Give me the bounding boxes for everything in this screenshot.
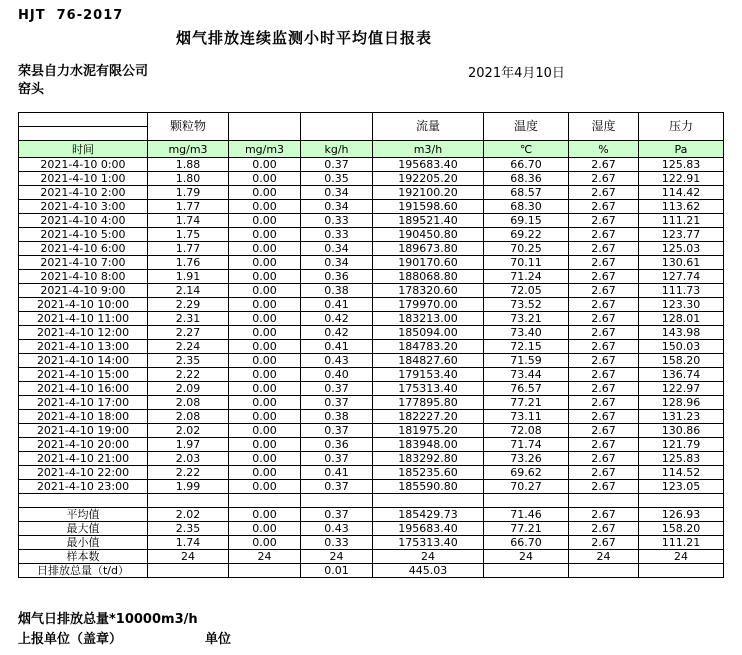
time-cell: 2021-4-10 15:00: [19, 368, 148, 382]
time-header-spacer-bottom: [19, 127, 148, 141]
value-cell: 0.37: [301, 382, 373, 396]
value-cell: 0.00: [229, 298, 301, 312]
value-cell: 113.62: [639, 200, 724, 214]
summary-row: [19, 535, 724, 549]
value-cell: 2.22: [148, 368, 229, 382]
value-cell: 24: [148, 549, 229, 563]
value-cell: 2.27: [148, 326, 229, 340]
value-cell: 0.00: [229, 507, 301, 521]
value-cell: 185094.00: [373, 326, 484, 340]
value-cell: 70.11: [484, 256, 569, 270]
value-cell: 0.00: [229, 200, 301, 214]
table-row: [19, 340, 724, 354]
value-cell: 0.01: [301, 563, 373, 577]
value-cell: 0.38: [301, 284, 373, 298]
value-cell: 0.37: [301, 396, 373, 410]
value-cell: 190170.60: [373, 256, 484, 270]
table-row: [19, 298, 724, 312]
value-cell: 192100.20: [373, 186, 484, 200]
time-cell: 2021-4-10 21:00: [19, 452, 148, 466]
value-cell: 114.42: [639, 186, 724, 200]
value-cell: 1.99: [148, 480, 229, 494]
units-temp-c: ℃: [484, 141, 569, 158]
value-cell: 183292.80: [373, 452, 484, 466]
time-cell: 2021-4-10 2:00: [19, 186, 148, 200]
value-cell: [484, 494, 569, 508]
value-cell: 2.35: [148, 521, 229, 535]
value-cell: 192205.20: [373, 172, 484, 186]
value-cell: 1.88: [148, 158, 229, 172]
value-cell: [639, 494, 724, 508]
value-cell: 0.00: [229, 256, 301, 270]
value-cell: 0.00: [229, 312, 301, 326]
value-cell: 122.97: [639, 382, 724, 396]
table-row: [19, 186, 724, 200]
value-cell: 1.74: [148, 214, 229, 228]
summary-label: 平均值: [19, 507, 148, 521]
units-pm2-mgm3: mg/m3: [229, 141, 301, 158]
time-header-spacer-top: [19, 113, 148, 127]
value-cell: 73.11: [484, 410, 569, 424]
table-row: [19, 424, 724, 438]
time-cell: 2021-4-10 20:00: [19, 438, 148, 452]
value-cell: 0.00: [229, 480, 301, 494]
value-cell: 2.02: [148, 507, 229, 521]
value-cell: 114.52: [639, 466, 724, 480]
value-cell: 445.03: [373, 563, 484, 577]
value-cell: 0.34: [301, 242, 373, 256]
value-cell: 77.21: [484, 521, 569, 535]
value-cell: 2.67: [569, 214, 639, 228]
value-cell: 2.67: [569, 158, 639, 172]
time-cell: 2021-4-10 7:00: [19, 256, 148, 270]
value-cell: 189673.80: [373, 242, 484, 256]
value-cell: 1.74: [148, 535, 229, 549]
summary-label: 最小值: [19, 535, 148, 549]
value-cell: 0.35: [301, 172, 373, 186]
value-cell: 0.00: [229, 410, 301, 424]
value-cell: 0.36: [301, 438, 373, 452]
value-cell: 0.38: [301, 410, 373, 424]
time-cell: 2021-4-10 0:00: [19, 158, 148, 172]
value-cell: 71.46: [484, 507, 569, 521]
table-row: [19, 480, 724, 494]
table-row: [19, 270, 724, 284]
value-cell: 24: [229, 549, 301, 563]
table-row: [19, 326, 724, 340]
value-cell: 189521.40: [373, 214, 484, 228]
time-cell: 2021-4-10 6:00: [19, 242, 148, 256]
value-cell: 122.91: [639, 172, 724, 186]
value-cell: 0.00: [229, 158, 301, 172]
value-cell: 73.26: [484, 452, 569, 466]
unit-label: 单位: [205, 632, 232, 647]
value-cell: 0.37: [301, 507, 373, 521]
value-cell: 0.37: [301, 424, 373, 438]
value-cell: 0.00: [229, 354, 301, 368]
value-cell: 24: [484, 549, 569, 563]
value-cell: 123.05: [639, 480, 724, 494]
value-cell: 2.67: [569, 298, 639, 312]
time-cell: 2021-4-10 10:00: [19, 298, 148, 312]
value-cell: 0.37: [301, 480, 373, 494]
value-cell: 0.00: [229, 424, 301, 438]
table-data-body: [19, 158, 724, 578]
summary-label: 样本数: [19, 549, 148, 563]
value-cell: 185235.60: [373, 466, 484, 480]
value-cell: 185590.80: [373, 480, 484, 494]
value-cell: 2.14: [148, 284, 229, 298]
value-cell: 130.61: [639, 256, 724, 270]
units-time: 时间: [19, 141, 148, 158]
col-header-blank-1: [229, 113, 301, 141]
units-row: [19, 141, 724, 158]
value-cell: 2.35: [148, 354, 229, 368]
value-cell: 1.76: [148, 256, 229, 270]
value-cell: 2.67: [569, 312, 639, 326]
value-cell: 0.34: [301, 256, 373, 270]
time-cell: 2021-4-10 17:00: [19, 396, 148, 410]
value-cell: 2.24: [148, 340, 229, 354]
value-cell: 0.00: [229, 172, 301, 186]
table-row: [19, 452, 724, 466]
value-cell: 2.67: [569, 535, 639, 549]
value-cell: 1.97: [148, 438, 229, 452]
value-cell: 2.67: [569, 354, 639, 368]
value-cell: [569, 494, 639, 508]
value-cell: 66.70: [484, 535, 569, 549]
spacer-row: [19, 494, 724, 508]
value-cell: 2.67: [569, 326, 639, 340]
summary-label: 最大值: [19, 521, 148, 535]
footer-note: 烟气日排放总量*10000m3/h: [18, 612, 198, 627]
value-cell: 73.52: [484, 298, 569, 312]
table-row: [19, 158, 724, 172]
value-cell: 179970.00: [373, 298, 484, 312]
value-cell: 0.33: [301, 535, 373, 549]
value-cell: 2.67: [569, 382, 639, 396]
value-cell: [484, 563, 569, 577]
value-cell: [148, 563, 229, 577]
value-cell: 2.29: [148, 298, 229, 312]
value-cell: 177895.80: [373, 396, 484, 410]
value-cell: 71.24: [484, 270, 569, 284]
value-cell: 2.67: [569, 410, 639, 424]
value-cell: 2.67: [569, 466, 639, 480]
value-cell: 0.00: [229, 326, 301, 340]
value-cell: 68.36: [484, 172, 569, 186]
value-cell: 76.57: [484, 382, 569, 396]
value-cell: [301, 494, 373, 508]
value-cell: 69.22: [484, 228, 569, 242]
value-cell: 2.67: [569, 270, 639, 284]
value-cell: 2.67: [569, 228, 639, 242]
value-cell: 123.77: [639, 228, 724, 242]
table-row: [19, 354, 724, 368]
value-cell: 68.30: [484, 200, 569, 214]
value-cell: 66.70: [484, 158, 569, 172]
value-cell: 2.08: [148, 410, 229, 424]
value-cell: 0.00: [229, 340, 301, 354]
time-cell: 2021-4-10 4:00: [19, 214, 148, 228]
value-cell: 71.74: [484, 438, 569, 452]
value-cell: 111.73: [639, 284, 724, 298]
time-cell: 2021-4-10 3:00: [19, 200, 148, 214]
value-cell: 2.22: [148, 466, 229, 480]
time-cell: 2021-4-10 12:00: [19, 326, 148, 340]
value-cell: 2.67: [569, 424, 639, 438]
value-cell: 190450.80: [373, 228, 484, 242]
value-cell: 2.67: [569, 186, 639, 200]
value-cell: 2.67: [569, 396, 639, 410]
value-cell: [229, 563, 301, 577]
time-cell: 2021-4-10 18:00: [19, 410, 148, 424]
table-row: [19, 396, 724, 410]
value-cell: 24: [639, 549, 724, 563]
value-cell: 77.21: [484, 396, 569, 410]
value-cell: 0.37: [301, 452, 373, 466]
value-cell: 2.03: [148, 452, 229, 466]
value-cell: 184783.20: [373, 340, 484, 354]
value-cell: [229, 494, 301, 508]
value-cell: 72.15: [484, 340, 569, 354]
time-cell: 2021-4-10 23:00: [19, 480, 148, 494]
value-cell: 191598.60: [373, 200, 484, 214]
value-cell: 158.20: [639, 354, 724, 368]
units-pm-kgh: kg/h: [301, 141, 373, 158]
value-cell: 68.57: [484, 186, 569, 200]
value-cell: 2.31: [148, 312, 229, 326]
value-cell: 72.05: [484, 284, 569, 298]
value-cell: 2.67: [569, 172, 639, 186]
value-cell: 150.03: [639, 340, 724, 354]
value-cell: 136.74: [639, 368, 724, 382]
value-cell: 0.00: [229, 466, 301, 480]
summary-row: [19, 549, 724, 563]
report-date: 2021年4月10日: [468, 66, 565, 81]
value-cell: 184827.60: [373, 354, 484, 368]
value-cell: 0.00: [229, 382, 301, 396]
time-cell: 2021-4-10 19:00: [19, 424, 148, 438]
table-row: [19, 438, 724, 452]
value-cell: 0.33: [301, 228, 373, 242]
units-pm-mgm3: mg/m3: [148, 141, 229, 158]
value-cell: 0.00: [229, 368, 301, 382]
value-cell: 111.21: [639, 535, 724, 549]
value-cell: 0.42: [301, 326, 373, 340]
standard-code: HJT 76-2017: [18, 8, 124, 23]
value-cell: 0.00: [229, 396, 301, 410]
time-cell: 2021-4-10 14:00: [19, 354, 148, 368]
value-cell: 0.00: [229, 521, 301, 535]
value-cell: 125.03: [639, 242, 724, 256]
value-cell: 2.08: [148, 396, 229, 410]
value-cell: 183948.00: [373, 438, 484, 452]
value-cell: 2.67: [569, 340, 639, 354]
table-row: [19, 256, 724, 270]
value-cell: 0.37: [301, 158, 373, 172]
value-cell: 0.43: [301, 521, 373, 535]
col-header-blank-2: [301, 113, 373, 141]
page-title: 烟气排放连续监测小时平均值日报表: [176, 29, 433, 47]
time-cell: 2021-4-10 1:00: [19, 172, 148, 186]
value-cell: 2.67: [569, 480, 639, 494]
value-cell: 1.91: [148, 270, 229, 284]
value-cell: [148, 494, 229, 508]
table-row: [19, 382, 724, 396]
value-cell: 2.67: [569, 200, 639, 214]
value-cell: 24: [301, 549, 373, 563]
value-cell: 0.00: [229, 228, 301, 242]
table-row: [19, 466, 724, 480]
value-cell: 1.80: [148, 172, 229, 186]
time-cell: 2021-4-10 13:00: [19, 340, 148, 354]
value-cell: 24: [569, 549, 639, 563]
value-cell: 70.27: [484, 480, 569, 494]
site-name: 窑头: [18, 82, 45, 97]
value-cell: 0.36: [301, 270, 373, 284]
value-cell: 195683.40: [373, 158, 484, 172]
value-cell: 143.98: [639, 326, 724, 340]
value-cell: 0.00: [229, 535, 301, 549]
company-name: 荣县自力水泥有限公司: [18, 64, 149, 79]
value-cell: 128.01: [639, 312, 724, 326]
value-cell: 0.40: [301, 368, 373, 382]
units-flow-m3h: m3/h: [373, 141, 484, 158]
value-cell: 24: [373, 549, 484, 563]
value-cell: 185429.73: [373, 507, 484, 521]
summary-label: 日排放总量（t/d）: [19, 563, 148, 577]
value-cell: 2.67: [569, 507, 639, 521]
time-cell: 2021-4-10 5:00: [19, 228, 148, 242]
time-cell: 2021-4-10 11:00: [19, 312, 148, 326]
value-cell: 0.00: [229, 186, 301, 200]
value-cell: 175313.40: [373, 382, 484, 396]
value-cell: 130.86: [639, 424, 724, 438]
table-row: [19, 368, 724, 382]
value-cell: 69.62: [484, 466, 569, 480]
table-row: [19, 284, 724, 298]
time-cell: 2021-4-10 16:00: [19, 382, 148, 396]
report-table: [18, 112, 724, 578]
value-cell: 182227.20: [373, 410, 484, 424]
table-row: [19, 172, 724, 186]
value-cell: 69.15: [484, 214, 569, 228]
value-cell: 127.74: [639, 270, 724, 284]
col-header-humidity: 湿度: [569, 113, 639, 141]
time-cell: 2021-4-10 22:00: [19, 466, 148, 480]
value-cell: 0.00: [229, 284, 301, 298]
value-cell: 2.67: [569, 284, 639, 298]
table-row: [19, 228, 724, 242]
header-row-top: [19, 113, 724, 127]
value-cell: 72.08: [484, 424, 569, 438]
col-header-temperature: 温度: [484, 113, 569, 141]
value-cell: 2.09: [148, 382, 229, 396]
value-cell: 2.67: [569, 368, 639, 382]
value-cell: 2.67: [569, 438, 639, 452]
value-cell: 0.41: [301, 466, 373, 480]
value-cell: 0.00: [229, 270, 301, 284]
value-cell: 111.21: [639, 214, 724, 228]
value-cell: 126.93: [639, 507, 724, 521]
value-cell: 183213.00: [373, 312, 484, 326]
value-cell: [373, 494, 484, 508]
value-cell: 0.41: [301, 340, 373, 354]
value-cell: 2.67: [569, 242, 639, 256]
summary-row: [19, 521, 724, 535]
value-cell: 71.59: [484, 354, 569, 368]
value-cell: 2.67: [569, 521, 639, 535]
value-cell: 0.33: [301, 214, 373, 228]
report-unit-label: 上报单位（盖章）: [18, 632, 123, 647]
units-humidity-pct: %: [569, 141, 639, 158]
value-cell: 0.00: [229, 242, 301, 256]
table-row: [19, 214, 724, 228]
value-cell: 0.43: [301, 354, 373, 368]
value-cell: 0.42: [301, 312, 373, 326]
value-cell: [569, 563, 639, 577]
value-cell: 125.83: [639, 158, 724, 172]
summary-row: [19, 563, 724, 577]
table-row: [19, 242, 724, 256]
value-cell: 0.00: [229, 452, 301, 466]
time-cell: 2021-4-10 8:00: [19, 270, 148, 284]
summary-row: [19, 507, 724, 521]
value-cell: 1.77: [148, 242, 229, 256]
col-header-particulate: 颗粒物: [148, 113, 229, 141]
table-row: [19, 200, 724, 214]
value-cell: 0.00: [229, 438, 301, 452]
value-cell: 1.75: [148, 228, 229, 242]
value-cell: 0.00: [229, 214, 301, 228]
value-cell: 195683.40: [373, 521, 484, 535]
value-cell: 188068.80: [373, 270, 484, 284]
value-cell: 73.21: [484, 312, 569, 326]
time-cell: 2021-4-10 9:00: [19, 284, 148, 298]
spacer-cell: [19, 494, 148, 508]
value-cell: 181975.20: [373, 424, 484, 438]
value-cell: 73.40: [484, 326, 569, 340]
units-pressure-pa: Pa: [639, 141, 724, 158]
value-cell: 0.41: [301, 298, 373, 312]
value-cell: 73.44: [484, 368, 569, 382]
value-cell: 179153.40: [373, 368, 484, 382]
value-cell: 1.79: [148, 186, 229, 200]
value-cell: 128.96: [639, 396, 724, 410]
value-cell: 123.30: [639, 298, 724, 312]
value-cell: [639, 563, 724, 577]
value-cell: 158.20: [639, 521, 724, 535]
value-cell: 0.34: [301, 186, 373, 200]
value-cell: 2.02: [148, 424, 229, 438]
value-cell: 1.77: [148, 200, 229, 214]
table-row: [19, 312, 724, 326]
value-cell: 131.23: [639, 410, 724, 424]
col-header-flow: 流量: [373, 113, 484, 141]
value-cell: 121.79: [639, 438, 724, 452]
col-header-pressure: 压力: [639, 113, 724, 141]
value-cell: 125.83: [639, 452, 724, 466]
value-cell: 2.67: [569, 452, 639, 466]
value-cell: 70.25: [484, 242, 569, 256]
table-row: [19, 410, 724, 424]
value-cell: 2.67: [569, 256, 639, 270]
value-cell: 0.34: [301, 200, 373, 214]
value-cell: 178320.60: [373, 284, 484, 298]
value-cell: 175313.40: [373, 535, 484, 549]
